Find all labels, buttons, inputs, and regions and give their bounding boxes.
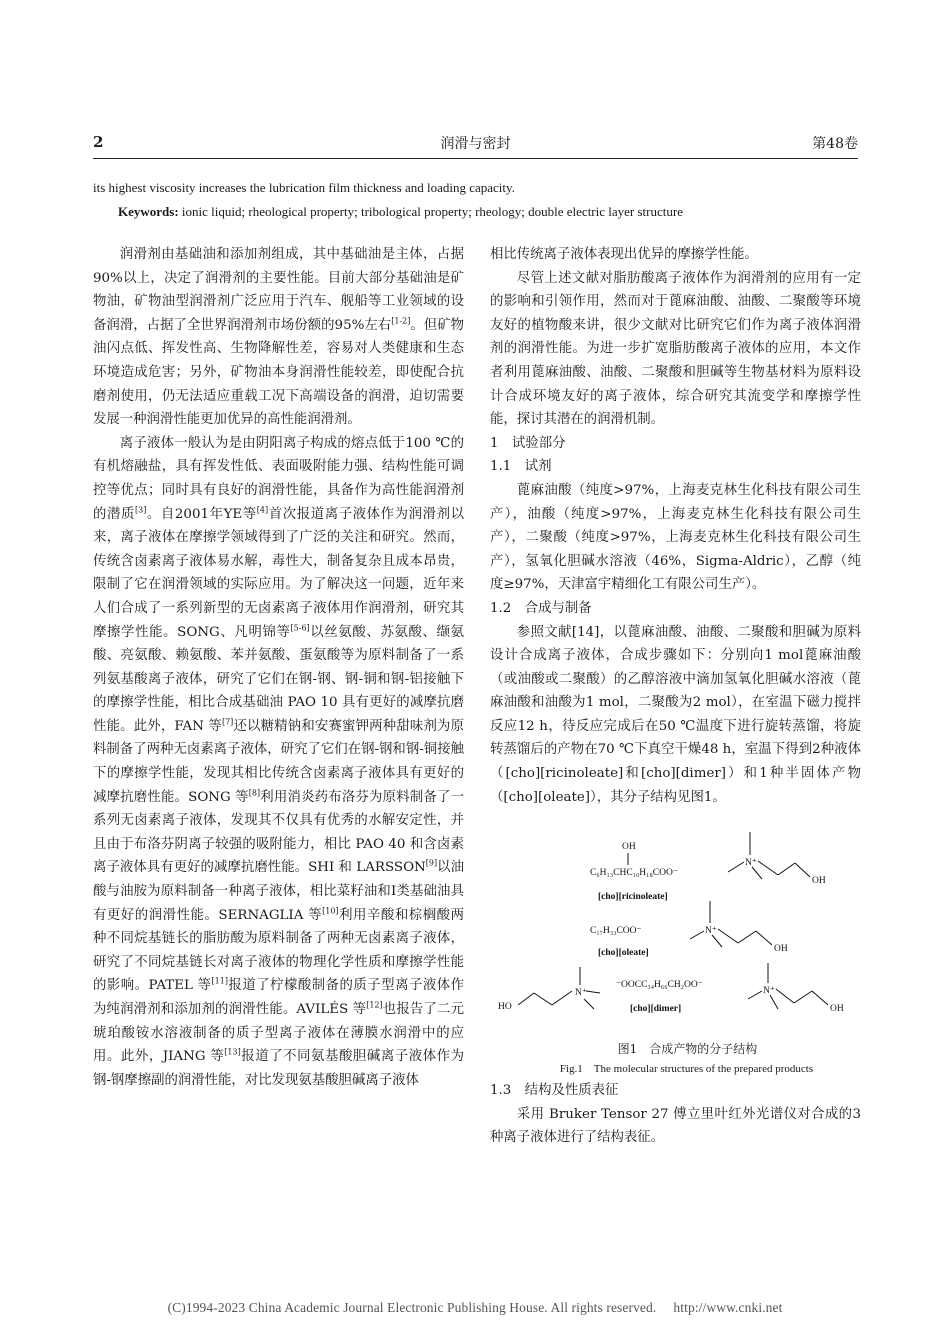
subsection-heading: 1.2 合成与制备	[490, 600, 592, 616]
figure-1	[490, 817, 861, 1039]
molecular-structures-diagram	[490, 817, 861, 1039]
citation[interactable]: [10]	[322, 906, 339, 916]
citation[interactable]: [4]	[256, 505, 269, 515]
figure-caption-en: Fig.1 The molecular structures of the prepared products	[559, 1063, 814, 1076]
ricinoleate-formula: C₆H₁₃CHC₁₀H₁₈COO⁻	[590, 868, 678, 879]
oh-label: OH	[774, 944, 788, 955]
oh-label: OH	[622, 842, 636, 853]
abstract-tail: its highest viscosity increases the lubrication film thickness and loading capacity.	[93, 180, 515, 195]
paragraph: 参照文献[14]，以蓖麻油酸、油酸、二聚酸和胆碱为原料设计合成离子液体，合成步骤如下：分别向1 mol蓖麻油酸（或油酸或二聚酸）的乙醇溶液中滴加氢氧化胆碱水溶液（蓖麻油酸和油酸为1 mol，二聚酸为2 mol），在室温下磁力搅拌反应12 h，待反应完成后在50 ℃温度下进行旋转蒸馏，将旋转蒸馏后的产物在70 ℃下真空干燥48 h，室温下得到2种液体（[cho][ricinoleate]和[cho][dimer]）和1种半固体产物（[cho][oleate]），其分子结构见图1。	[490, 624, 862, 805]
dimer-formula: ⁻OOCC₃₄H₆₆CH₂OO⁻	[616, 980, 703, 991]
copyright-footer: (C)1994-2023 China Academic Journal Electronic Publishing House. All rights reserved. http://www.cnki.net	[167, 1300, 783, 1315]
choline-cation-3	[518, 967, 600, 1009]
citation[interactable]: [11]	[211, 976, 228, 986]
choline-cation-2	[690, 901, 772, 947]
paragraph: 润滑剂由基础油和添加剂组成，其中基础油是主体，占据90%以上，决定了润滑剂的主要性能。目前大部分基础油是矿物油，矿物油型润滑剂广泛应用于汽车、舰船等工业领域的设备润滑，占据了全世界润滑剂市场份额的95%左右[1-2]。但矿物油闪点低、挥发性高、生物降解性差，容易对人类健康和生态环境造成危害；另外，矿物油本身润滑性能较差，即使配合抗磨剂使用，仍无法适应重载工况下高端设备的润滑，迫切需要发展一种润滑性能更加优异的高性能润滑剂。	[93, 247, 465, 428]
citation[interactable]: [12]	[366, 1000, 383, 1010]
n-plus-label: N⁺	[745, 858, 757, 869]
paragraph: 相比传统离子液体表现出优异的摩擦学性能。	[490, 247, 758, 262]
section-heading: 1 试验部分	[490, 435, 566, 451]
citation[interactable]: [13]	[224, 1047, 241, 1057]
keywords	[118, 200, 868, 224]
citation[interactable]: [9]	[425, 858, 438, 868]
page-number: 2	[93, 133, 104, 151]
subsection-heading: 1.1 试剂	[490, 459, 552, 475]
paragraph: 采用 Bruker Tensor 27 傅立里叶红外光谱仪对合成的3种离子液体进行了结构表征。	[490, 1106, 861, 1146]
oh-label: OH	[812, 876, 826, 887]
citation[interactable]: [8]	[248, 788, 261, 798]
volume-label: 第48卷	[812, 136, 858, 152]
n-plus-label: N⁺	[575, 988, 587, 999]
choline-cation-4	[748, 963, 828, 1009]
paragraph: 尽管上述文献对脂肪酸离子液体作为润滑剂的应用有一定的影响和引领作用，然而对于蓖麻油酸、油酸、二聚酸等环境友好的植物酸来讲，很少文献对比研究它们作为离子液体润滑剂的润滑性能。为进一步扩宽脂肪酸离子液体的应用，本文作者利用蓖麻油酸、油酸、二聚酸和胆碱等生物基材料为原料设计合成环境友好的离子液体，综合研究其流变学和摩擦学性能，探讨其潜在的润滑机制。	[490, 270, 861, 428]
oh-label: OH	[830, 1004, 844, 1015]
journal-title: 润滑与密封	[440, 136, 511, 152]
n-plus-label: N⁺	[763, 986, 775, 997]
subsection-heading: 1.3 结构及性质表征	[490, 1083, 619, 1099]
page-header	[93, 133, 858, 157]
keywords-label: Keywords:	[118, 204, 179, 219]
left-column	[93, 243, 464, 1092]
citation[interactable]: [3]	[134, 505, 147, 515]
oleate-name: [cho][oleate]	[598, 948, 649, 959]
n-plus-label: N⁺	[705, 926, 717, 937]
right-column	[490, 243, 861, 1150]
dimer-name: [cho][dimer]	[630, 1004, 682, 1015]
citation[interactable]: [5-6]	[290, 623, 310, 633]
ho-label: HO	[498, 1002, 512, 1013]
oleate-formula: C₁₇H₃₃COO⁻	[590, 926, 642, 937]
citation[interactable]: [7]	[221, 717, 234, 727]
ricinoleate-name: [cho][ricinoleate]	[598, 892, 668, 903]
citation[interactable]: [1-2]	[391, 316, 411, 326]
paragraph: 离子液体一般认为是由阴阳离子构成的熔点低于100 ℃的有机熔融盐，具有挥发性低、表面吸附能力强、结构性能可调控等优点；同时具有良好的润滑性能，具备作为高性能润滑剂的潜质[3]。自2001年YE等[4]首次报道离子液体作为润滑剂以来，离子液体在摩擦学领域得到了广泛的关注和研究。然而，传统含卤素离子液体易水解，毒性大，制备复杂且成本昂贵，限制了它在润滑领域的实际应用。为了解决这一问题，近年来人们合成了一系列新型的无卤素离子液体用作润滑剂，研究其摩擦学性能。SONG、凡明锦等[5-6]以丝氨酸、苏氨酸、缬氨酸、亮氨酸、赖氨酸、苯并氨酸、蛋氨酸等为原料制备了一系列氨基酸离子液体，研究了它们在钢-钢、钢-铜和钢-铝接触下的摩擦学性能，相比合成基础油 PAO 10 具有更好的减摩抗磨性能。此外，FAN 等[7]还以糖精钠和安赛蜜钾两种甜味剂为原料制备了两种无卤素离子液体，研究了它们在钢-钢和钢-铜接触下的摩擦学性能，发现其相比传统含卤素离子液体具有更好的减摩抗磨性能。SONG 等[8]利用消炎药布洛芬为原料制备了一系列无卤素离子液体，发现其不仅具有优秀的水解安定性，并且由于布洛芬阴离子较强的吸附能力，相比 PAO 40 和含卤素离子液体具有更好的减摩抗磨性能。SHI 和 LARSSON[9]以油酸与油胺为原料制备一种离子液体，相比菜籽油和I类基础油具有更好的润滑性能。SERNAGLIA 等[10]利用辛酸和棕榈酸两种不同烷基链长的脂肪酸为原料制备了两种无卤素离子液体，研究了不同烷基链长对离子液体的物理化学性质和摩擦学性能的影响。PATEL 等[11]报道了柠檬酸制备的质子型离子液体作为纯润滑剂和添加剂的润滑性能。AVILÉS 等[12]也报告了二元琥珀酸铵水溶液制备的质子型离子液体在薄膜水润滑中的应用。此外，JIANG 等[13]报道了不同氨基酸胆碱离子液体作为钢-钢摩擦副的润滑性能，对比发现氨基酸胆碱离子液体	[93, 435, 465, 1088]
citation[interactable]: [14]	[571, 624, 600, 640]
figure-caption-cn: 图1 合成产物的分子结构	[617, 1042, 758, 1057]
choline-cation-1	[728, 832, 810, 879]
keywords-text: ionic liquid; rheological property; tribological property; rheology; double electric layer structure	[181, 204, 683, 219]
paragraph: 蓖麻油酸（纯度>97%，上海麦克林生化科技有限公司生产），油酸（纯度>97%，上海麦克林生化科技有限公司生产），二聚酸（纯度>97%，上海麦克林生化科技有限公司生产），氢氧化胆碱水溶液（46%，Sigma-Aldric），乙醇（纯度≥97%，天津富宇精细化工有限公司生产）。	[490, 482, 861, 593]
header-rule	[93, 158, 858, 159]
